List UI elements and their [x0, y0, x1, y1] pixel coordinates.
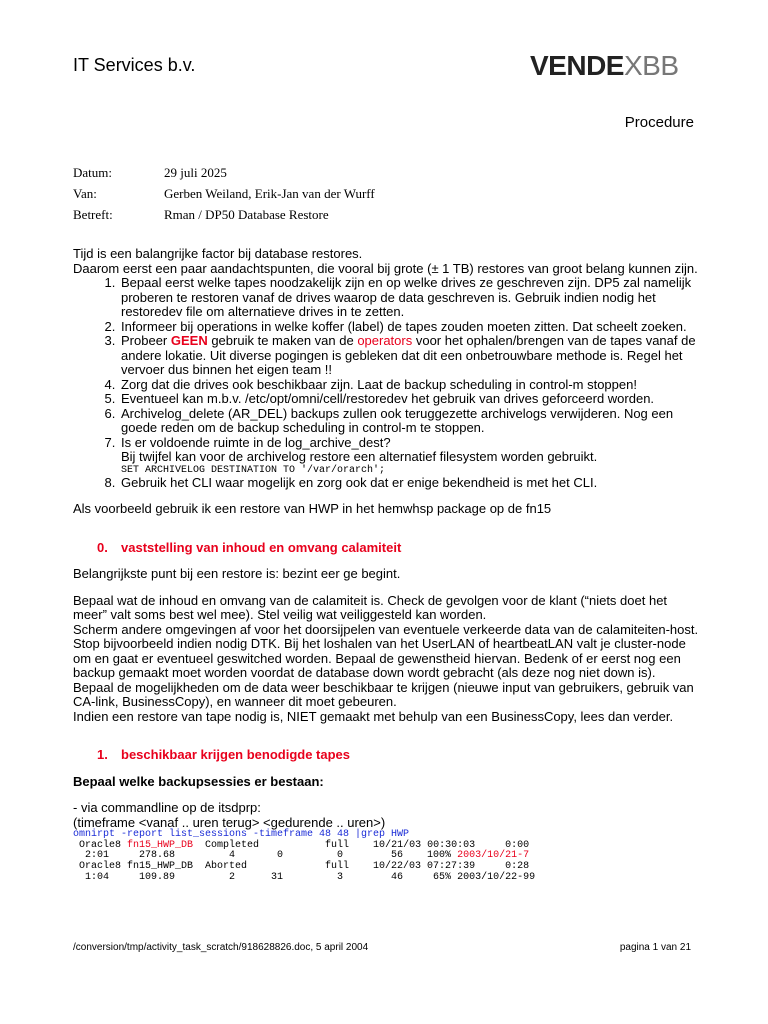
- section-title: vaststelling van inhoud en omvang calamiteit: [121, 539, 402, 555]
- section-number: 1.: [97, 747, 108, 762]
- list-item: 2. Informeer bij operations in welke koffer (label) de tapes zouden moeten zitten. Dat scheelt zoeken.: [119, 320, 701, 335]
- paragraph: Bepaal de mogelijkheden om de data weer beschikbaar te krijgen (nieuwe input van gebruikers, gebruik van CA-link, BusinessCopy), en wanneer dit moet gebeuren.: [73, 679, 694, 709]
- logo-bb: BB: [642, 50, 679, 81]
- output-text: 2:01 278.68 4 0 0 56 100%: [73, 850, 458, 862]
- output-text: Completed full 10/21/03 00:30:03 0:00: [193, 839, 530, 851]
- emphasis-geen: GEEN: [170, 333, 208, 348]
- intro-line: Tijd is een balangrijke factor bij database restores.: [73, 246, 363, 261]
- example-text: Als voorbeeld gebruik ik een restore van HWP in het hemwhsp package op de fn15: [73, 501, 552, 516]
- subheading: Bepaal welke backupsessies er bestaan:: [73, 773, 324, 789]
- code-snippet: SET ARCHIVELOG DESTINATION TO '/var/orarch';: [121, 464, 386, 476]
- output-highlight: fn15_HWP_DB: [127, 839, 194, 851]
- list-item: 4. Zorg dat die drives ook beschikbaar zijn. Laat de backup scheduling in control-m stoppen!: [119, 378, 701, 393]
- meta-label: Betreft:: [73, 207, 113, 222]
- logo-x: X: [623, 50, 643, 81]
- company-name: IT Services b.v.: [73, 55, 196, 75]
- section-heading-1: [73, 748, 701, 763]
- list-item: [119, 334, 701, 378]
- logo-main: VENDE: [530, 50, 624, 81]
- output-row: 1:04 109.89 2 31 3 46 65% 2003/10/22-99: [73, 871, 536, 883]
- meta-value: 29 juli 2025: [164, 165, 227, 180]
- meta-row-from: [73, 183, 375, 204]
- list-item: 5. Eventueel kan m.b.v. /etc/opt/omni/cell/restoredev het gebruik van drives geforceerd worden.: [119, 392, 701, 407]
- meta-value: Rman / DP50 Database Restore: [164, 207, 329, 222]
- paragraph: Belangrijkste punt bij een restore is: bezint eer ge begint.: [73, 566, 401, 581]
- emphasis-operators: operators: [357, 333, 413, 348]
- output-highlight: 2003/10/21-7: [457, 850, 530, 862]
- list-item: 6. Archivelog_delete (AR_DEL) backups zullen ook teruggezette archivelogs verwijderen. Nog een goede reden om de backup scheduling in control-m te stoppen.: [119, 407, 701, 436]
- tip-text: Bij twijfel kan voor de archivelog restore een alternatief filesystem worden gebruikt.: [121, 449, 598, 464]
- output-row: Oracle8 fn15_HWP_DB Aborted full 10/22/03 07:27:39 0:28: [73, 861, 530, 873]
- section-number: 0.: [97, 539, 108, 555]
- page-footer: [73, 942, 691, 953]
- tip-text: voor het ophalen/brengen van de tapes vanaf de andere lokatie. Uit diverse pogingen is gebleken dat dit een onbetrouwbare methode is. Regel het vervoer dus binnen het eigen team !!: [121, 333, 696, 377]
- list-item: 1. Bepaal eerst welke tapes noodzakelijk zijn en op welke drives ze geschreven zijn. DP5 zal namelijk proberen te restoren vanaf de drives waarop de data geschreven is. Gebruik indien nodig het restoredev file om alternatieve drives in te zetten.: [119, 276, 701, 320]
- document-body: [73, 247, 701, 884]
- output-text: Oracle8: [73, 839, 128, 851]
- list-item: [119, 436, 701, 476]
- paragraph: Indien een restore van tape nodig is, NIET gemaakt met behulp van een BusinessCopy, lees dan verder.: [73, 708, 674, 724]
- list-item: 8. Gebruik het CLI waar mogelijk en zorg ook dat er enige bekendheid is met het CLI.: [119, 476, 701, 491]
- meta-value: Gerben Weiland, Erik-Jan van der Wurff: [164, 186, 375, 201]
- paragraph: Stop bijvoorbeeld indien nodig DTK. Bij het loshalen van het UserLAN of heartbeatLAN valt je cluster-node om en gaat er eventueel geswitched worden. Bepaal de gewenstheid hiervan. Bedenk of er eerst nog een backup gemaakt moet worden voordat de database down wordt gebracht (als deze nog niet down is).: [73, 636, 686, 680]
- meta-label: Van:: [73, 186, 97, 201]
- paragraph: - via commandline op de itsdprp:: [73, 800, 261, 815]
- tips-list: [97, 276, 701, 490]
- tip-text: 7. Is er voldoende ruimte in de log_archive_dest?: [121, 434, 391, 450]
- paragraph: Scherm andere omgevingen af voor het doorsijpelen van eventuele verkeerde data van de calamiteiten-host.: [73, 621, 699, 637]
- paragraph: Bepaal wat de inhoud en omvang van de calamiteit is. Check de gevolgen voor de klant (“niets doet het meer” valt soms best wel mee). Stel veilig wat veiliggesteld kan worden.: [73, 592, 668, 622]
- intro-line: Daarom eerst een paar aandachtspunten, die vooral bij grote (± 1 TB) restores van groot belang kunnen zijn.: [73, 260, 698, 276]
- paragraph: (timeframe <vanaf .. uren terug> <gedurende .. uren>): [73, 814, 386, 830]
- document-type: Procedure: [624, 114, 694, 131]
- memo-header: [73, 162, 375, 225]
- meta-row-date: [73, 162, 375, 183]
- footer-path: /conversion/tmp/activity_task_scratch/918628826.doc, 5 april 2004: [73, 942, 369, 953]
- page-number: pagina 1 van 21: [619, 942, 691, 953]
- tip-text: Probeer: [121, 333, 171, 348]
- meta-row-subject: [73, 204, 375, 225]
- tip-text: gebruik te maken van de: [207, 333, 358, 348]
- command-line: omnirpt -report list_sessions -timeframe 48 48 |grep HWP: [73, 829, 410, 840]
- vendex-logo: [530, 50, 679, 82]
- section-title: beschikbaar krijgen benodigde tapes: [121, 747, 351, 762]
- section-heading-0: [73, 541, 701, 556]
- meta-label: Datum:: [73, 165, 112, 180]
